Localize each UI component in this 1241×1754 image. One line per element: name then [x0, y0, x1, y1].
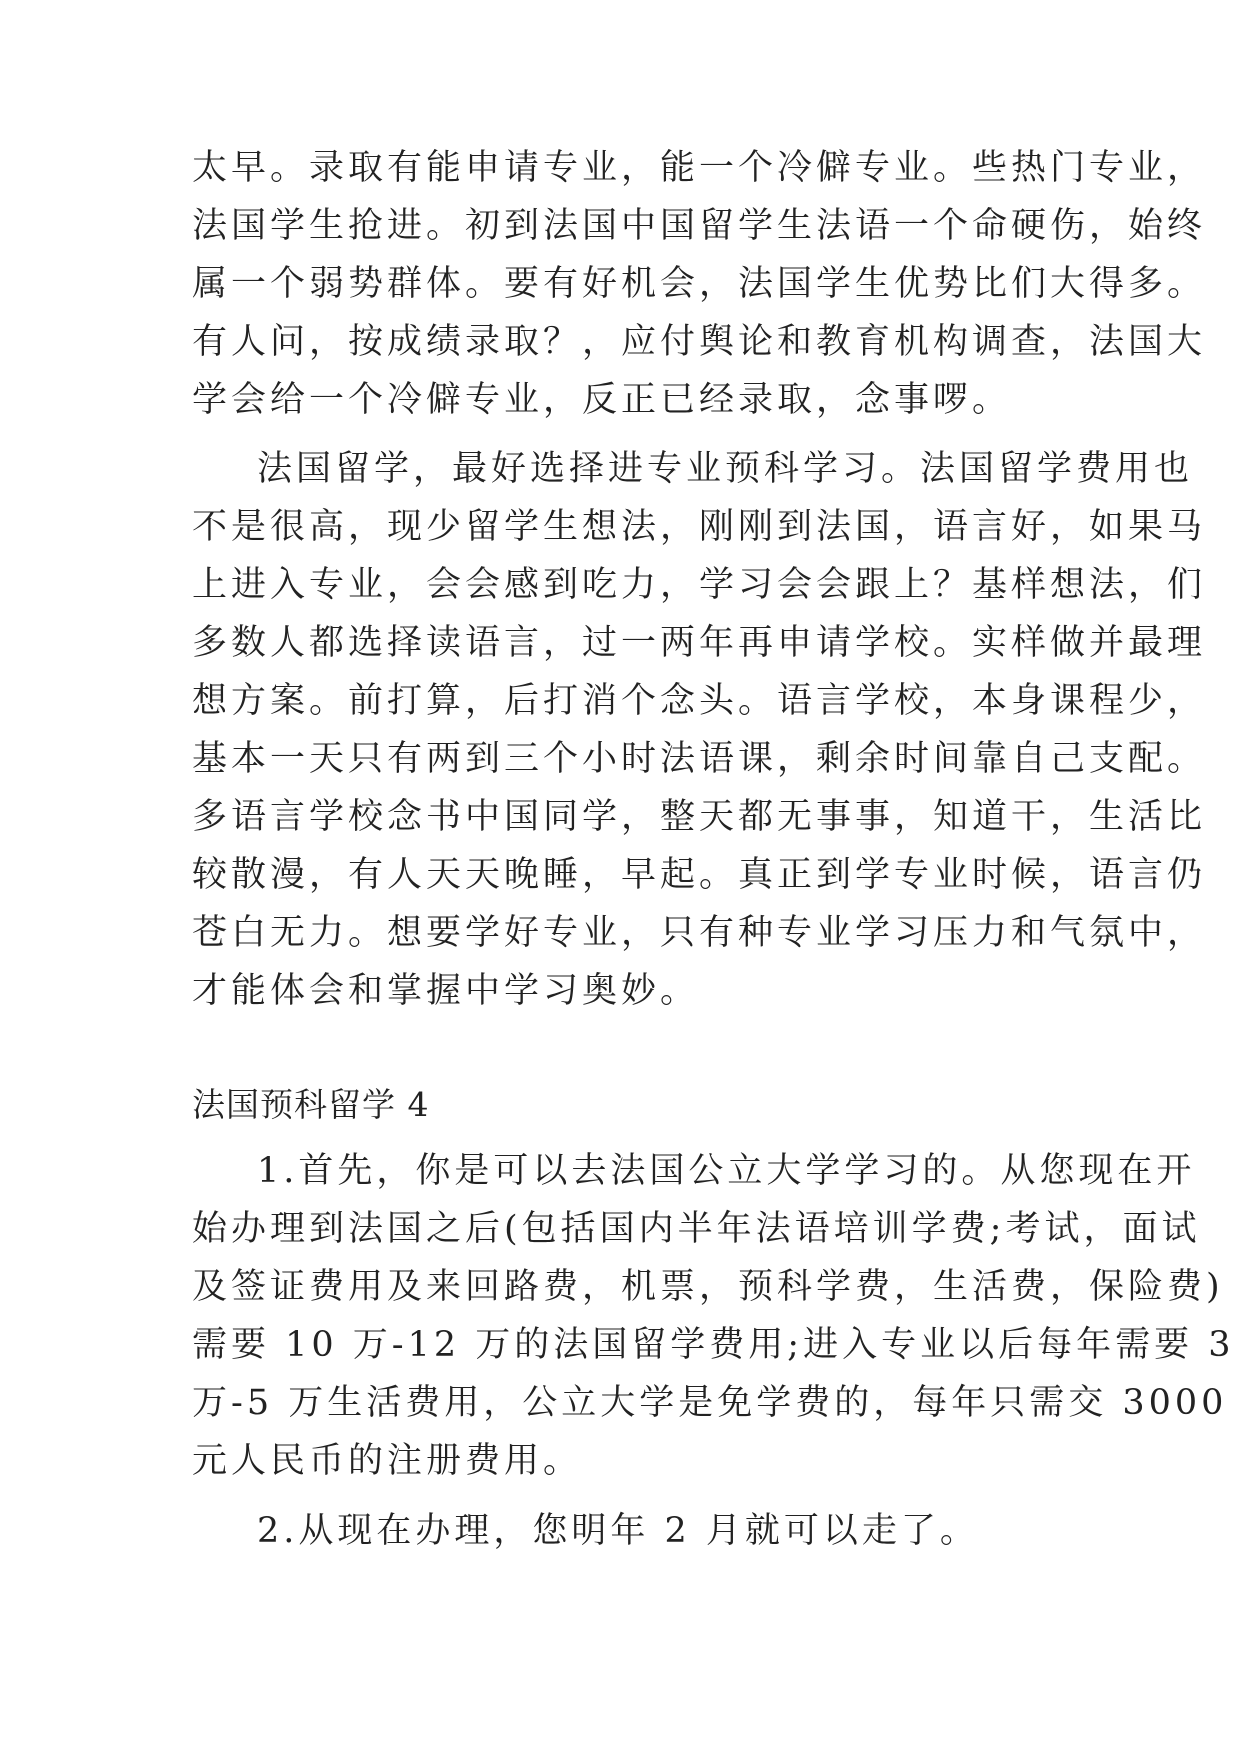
paragraph-3-line-4: 需要 10 万-12 万的法国留学费用;进入专业以后每年需要 3 [192, 1325, 1235, 1365]
paragraph-2-line-4: 多数人都选择读语言，过一两年再申请学校。实样做并最理 [192, 623, 1207, 663]
paragraph-2-line-6: 基本一天只有两到三个小时法语课，剩余时间靠自己支配。 [192, 739, 1207, 779]
section-heading: 法国预科留学 4 [192, 1085, 430, 1124]
paragraph-3-line-3: 及签证费用及来回路费，机票，预科学费，生活费，保险费) [192, 1267, 1224, 1307]
paragraph-3-line-5: 万-5 万生活费用，公立大学是免学费的，每年只需交 3000 [192, 1383, 1228, 1423]
paragraph-3-line-2: 始办理到法国之后(包括国内半年法语培训学费;考试，面试 [192, 1209, 1201, 1249]
paragraph-2-line-3: 上进入专业，会会感到吃力，学习会会跟上？基样想法，们 [192, 565, 1207, 605]
paragraph-2-line-2: 不是很高，现少留学生想法，刚刚到法国，语言好，如果马 [192, 507, 1207, 547]
paragraph-1-line-4: 有人问，按成绩录取？，应付舆论和教育机构调查，法国大 [192, 322, 1207, 362]
paragraph-1-line-5: 学会给一个冷僻专业，反正已经录取，念事啰。 [192, 380, 1012, 420]
paragraph-2-line-9: 苍白无力。想要学好专业，只有种专业学习压力和气氛中， [192, 913, 1207, 953]
paragraph-1-line-3: 属一个弱势群体。要有好机会，法国学生优势比们大得多。 [192, 264, 1207, 304]
paragraph-2-line-10: 才能体会和掌握中学习奥妙。 [192, 971, 700, 1011]
paragraph-3-line-6: 元人民币的注册费用。 [192, 1441, 583, 1481]
paragraph-1-line-2: 法国学生抢进。初到法国中国留学生法语一个命硬伤，始终 [192, 206, 1207, 246]
paragraph-4-line-1: 2.从现在办理，您明年 2 月就可以走了。 [257, 1511, 979, 1551]
paragraph-1-line-1: 太早。录取有能申请专业，能一个冷僻专业。些热门专业， [192, 148, 1207, 188]
paragraph-2-line-5: 想方案。前打算，后打消个念头。语言学校，本身课程少， [192, 681, 1207, 721]
paragraph-2-line-8: 较散漫，有人天天晚睡，早起。真正到学专业时候，语言仍 [192, 855, 1207, 895]
paragraph-3-line-1: 1.首先，你是可以去法国公立大学学习的。从您现在开 [257, 1151, 1196, 1191]
paragraph-2-line-7: 多语言学校念书中国同学，整天都无事事，知道干，生活比 [192, 797, 1207, 837]
paragraph-2-line-1: 法国留学，最好选择进专业预科学习。法国留学费用也 [257, 449, 1194, 489]
